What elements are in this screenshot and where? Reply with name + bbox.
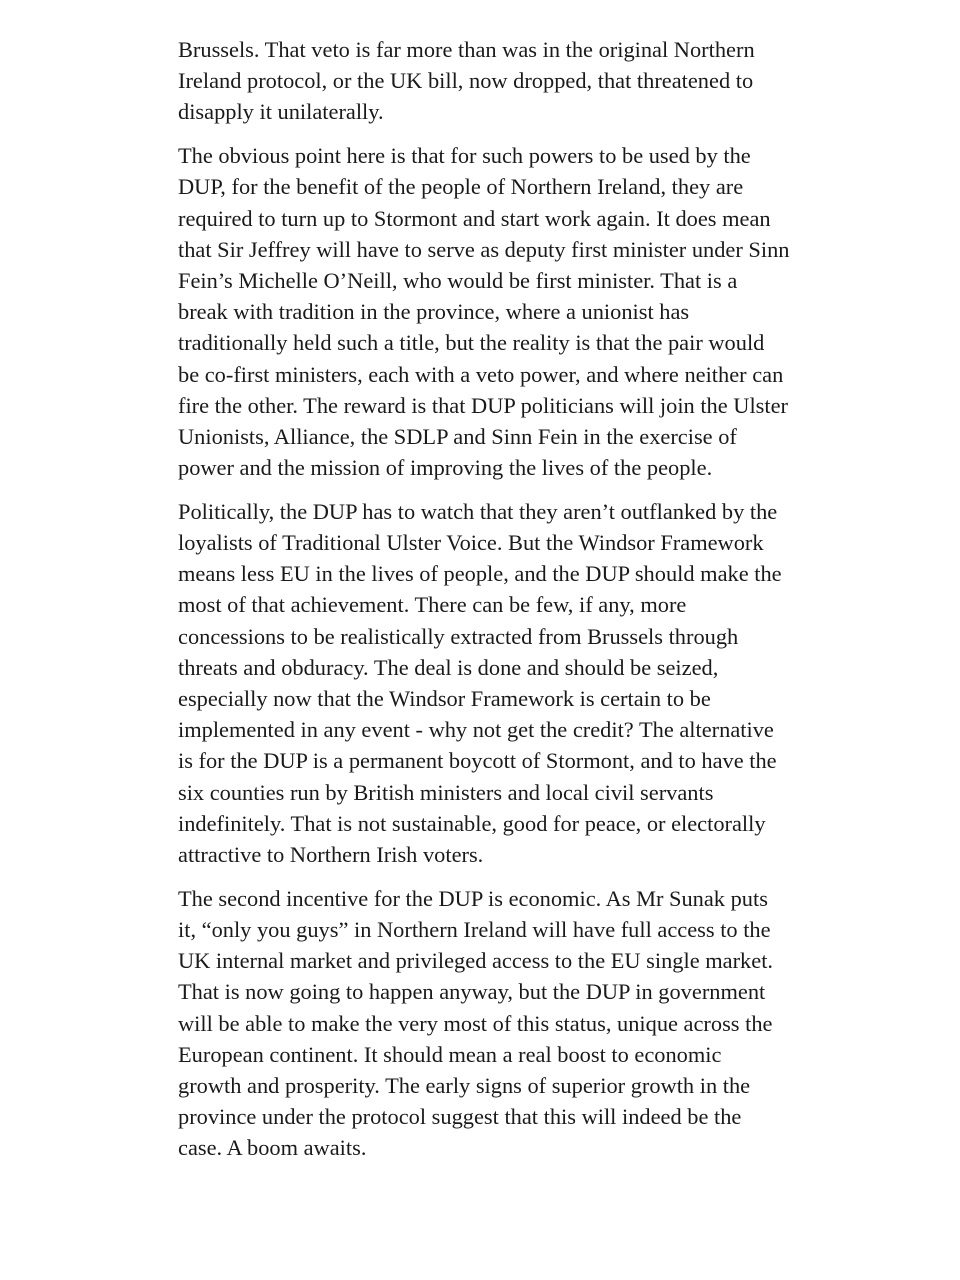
article-paragraph: The second incentive for the DUP is economic. As Mr Sunak puts it, “only you guys” in Northern Ireland will have full access to the UK internal market and privileged access to the EU single market. That is now going to happen anyway, but the DUP in government will be able to make the very most of this status, unique across the European continent. It should mean a real boost to economic growth and prosperity. The early signs of superior growth in the province under the protocol suggest that this will indeed be the case. A boom awaits. bbox=[178, 885, 774, 1161]
article-body bbox=[178, 34, 790, 1176]
article-paragraph: Brussels. That veto is far more than was in the original Northern Ireland protocol, or the UK bill, now dropped, that threatened to disapply it unilaterally. bbox=[178, 37, 755, 125]
article-paragraph: The obvious point here is that for such powers to be used by the DUP, for the benefit of the people of Northern Ireland, they are required to turn up to Stormont and start work again. It does mean that Sir Jeffrey will have to serve as deputy first minister under Sinn Fein’s Michelle O’Neill, who would be first minister. That is a break with tradition in the province, where a unionist has traditionally held such a title, but the reality is that the pair would be co-first ministers, each with a veto power, and where neither can fire the other. The reward is that DUP politicians will join the Ulster Unionists, Alliance, the SDLP and Sinn Fein in the exercise of power and the mission of improving the lives of the people. bbox=[178, 143, 790, 481]
article-paragraph: Politically, the DUP has to watch that they aren’t outflanked by the loyalists of Traditional Ulster Voice. But the Windsor Framework means less EU in the lives of people, and the DUP should make the most of that achievement. There can be few, if any, more concessions to be realistically extracted from Brussels through threats and obduracy. The deal is done and should be seized, especially now that the Windsor Framework is certain to be implemented in any event - why not get the credit? The alternative is for the DUP is a permanent boycott of Stormont, and to have the six counties run by British ministers and local civil servants indefinitely. That is not sustainable, good for peace, or electorally attractive to Northern Irish voters. bbox=[178, 498, 782, 868]
